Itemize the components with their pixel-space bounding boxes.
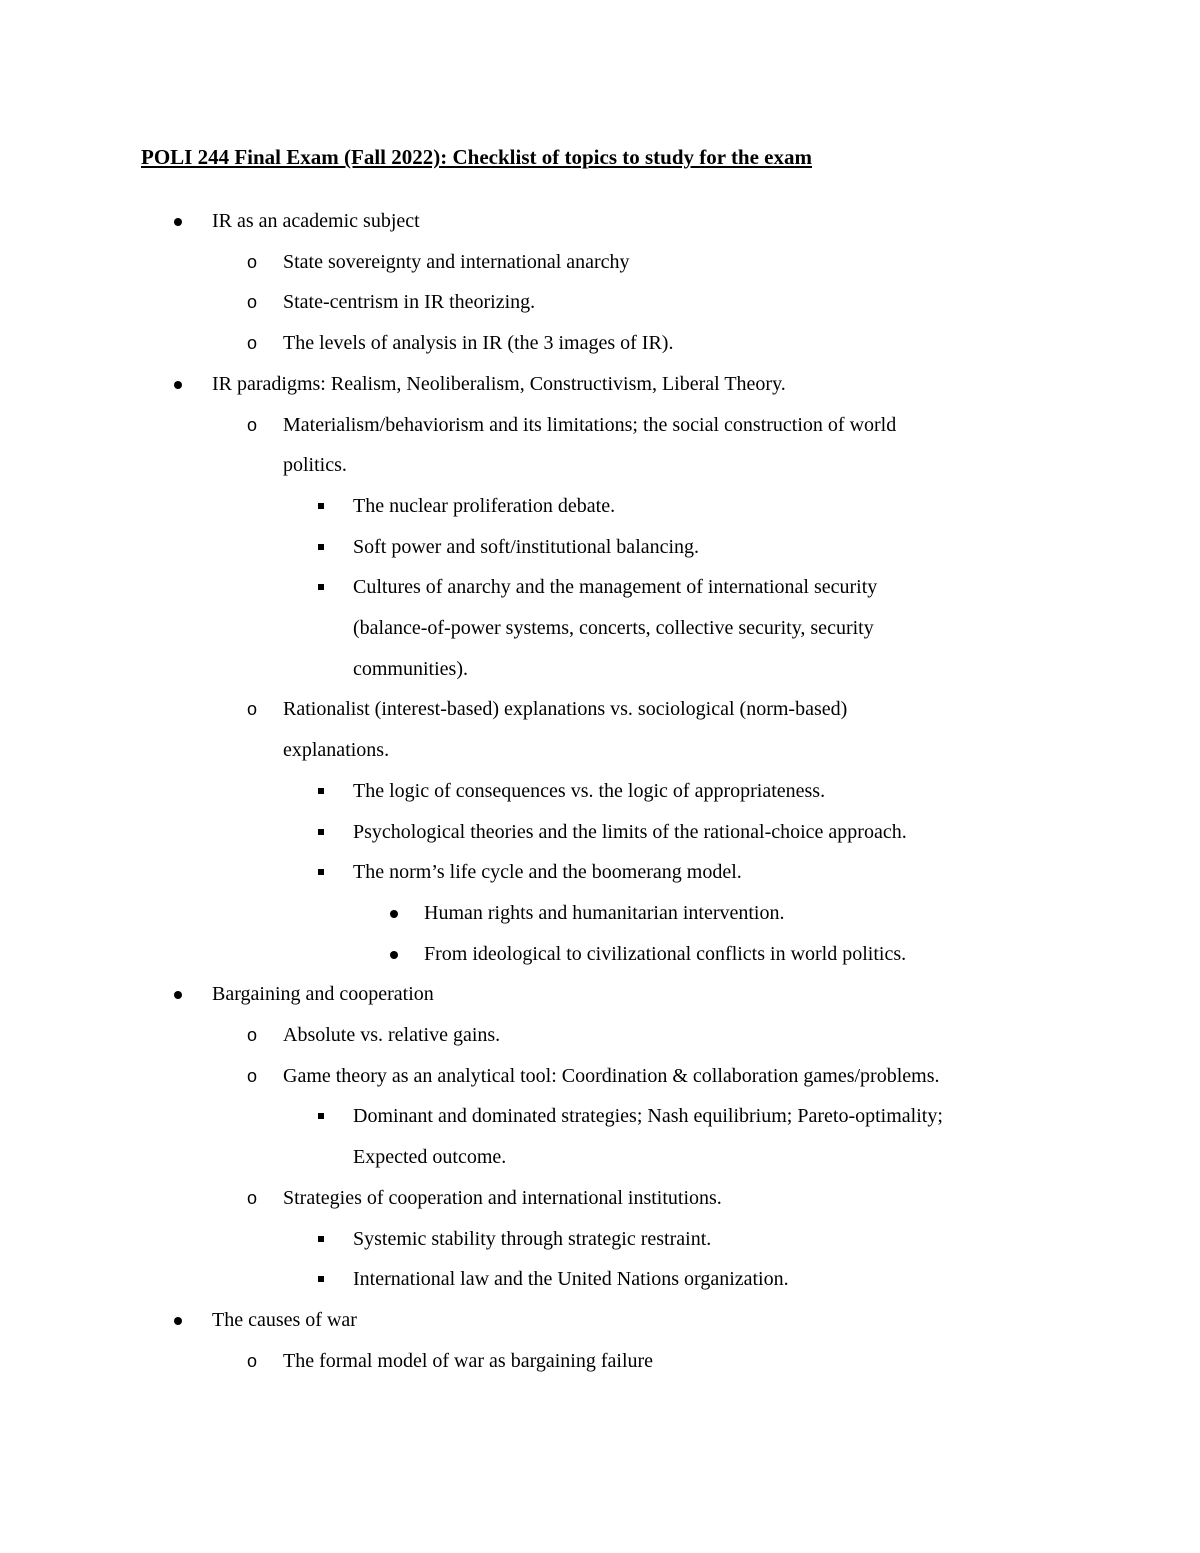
list-item: The nuclear proliferation debate. [353, 494, 616, 517]
bullet-square-icon [318, 584, 324, 590]
bullet-square-icon [318, 544, 324, 550]
list-item: The norm’s life cycle and the boomerang model. [353, 861, 742, 884]
list-item: IR paradigms: Realism, Neoliberalism, Constructivism, Liberal Theory. [212, 372, 786, 395]
list-item: Rationalist (interest-based) explanations vs. sociological (norm-based) [283, 698, 848, 721]
list-item: Cultures of anarchy and the management of international security [353, 576, 878, 599]
bullet-square-icon [318, 1276, 324, 1282]
bullet-circle-icon: o [247, 1350, 258, 1371]
bullet-circle-icon: o [247, 1065, 258, 1086]
bullet-circle-icon: o [247, 251, 258, 272]
list-item: Expected outcome. [353, 1146, 507, 1169]
list-item: Game theory as an analytical tool: Coordination & collaboration games/problems. [283, 1064, 940, 1087]
bullet-dot-icon [174, 991, 182, 999]
list-item: Systemic stability through strategic restraint. [353, 1227, 712, 1250]
list-item: communities). [353, 657, 468, 680]
list-item: Soft power and soft/institutional balancing. [353, 535, 700, 558]
bullet-dot-icon [390, 910, 398, 918]
list-item: The causes of war [212, 1308, 357, 1331]
bullet-dot-icon [390, 951, 398, 959]
bullet-dot-icon [174, 1317, 182, 1325]
list-item: The formal model of war as bargaining failure [283, 1349, 654, 1372]
bullet-square-icon [318, 869, 324, 875]
list-item: Absolute vs. relative gains. [283, 1024, 501, 1046]
list-item: Human rights and humanitarian intervention. [424, 901, 785, 924]
list-item: From ideological to civilizational conflicts in world politics. [424, 942, 907, 965]
bullet-square-icon [318, 1236, 324, 1242]
bullet-square-icon [318, 788, 324, 794]
list-item: Psychological theories and the limits of the rational-choice approach. [353, 820, 907, 843]
page-title: POLI 244 Final Exam (Fall 2022): Checklist of topics to study for the exam [141, 145, 812, 169]
list-item: explanations. [283, 739, 390, 762]
bullet-square-icon [318, 1113, 324, 1119]
list-item: IR as an academic subject [212, 210, 420, 232]
list-item: State-centrism in IR theorizing. [283, 291, 536, 314]
list-item: The levels of analysis in IR (the 3 images of IR). [283, 332, 674, 355]
bullet-dot-icon [174, 381, 182, 389]
bullet-circle-icon: o [247, 699, 258, 720]
list-item: Strategies of cooperation and international institutions. [283, 1186, 722, 1209]
bullet-circle-icon: o [247, 1187, 258, 1208]
bullet-square-icon [318, 829, 324, 835]
list-item: Bargaining and cooperation [212, 983, 434, 1006]
bullet-circle-icon: o [247, 333, 258, 354]
list-item: The logic of consequences vs. the logic of appropriateness. [353, 779, 826, 802]
list-item: politics. [283, 454, 347, 477]
bullet-dot-icon [174, 218, 182, 226]
bullet-square-icon [318, 503, 324, 509]
list-item: State sovereignty and international anarchy [283, 250, 630, 273]
bullet-circle-icon: o [247, 414, 258, 435]
bullet-circle-icon: o [247, 292, 258, 313]
list-item: International law and the United Nations organization. [353, 1268, 789, 1291]
list-item: (balance-of-power systems, concerts, collective security, security [353, 617, 874, 639]
list-item: Materialism/behaviorism and its limitations; the social construction of world [283, 413, 897, 436]
list-item: Dominant and dominated strategies; Nash equilibrium; Pareto-optimality; [353, 1105, 943, 1128]
bullet-circle-icon: o [247, 1025, 258, 1045]
